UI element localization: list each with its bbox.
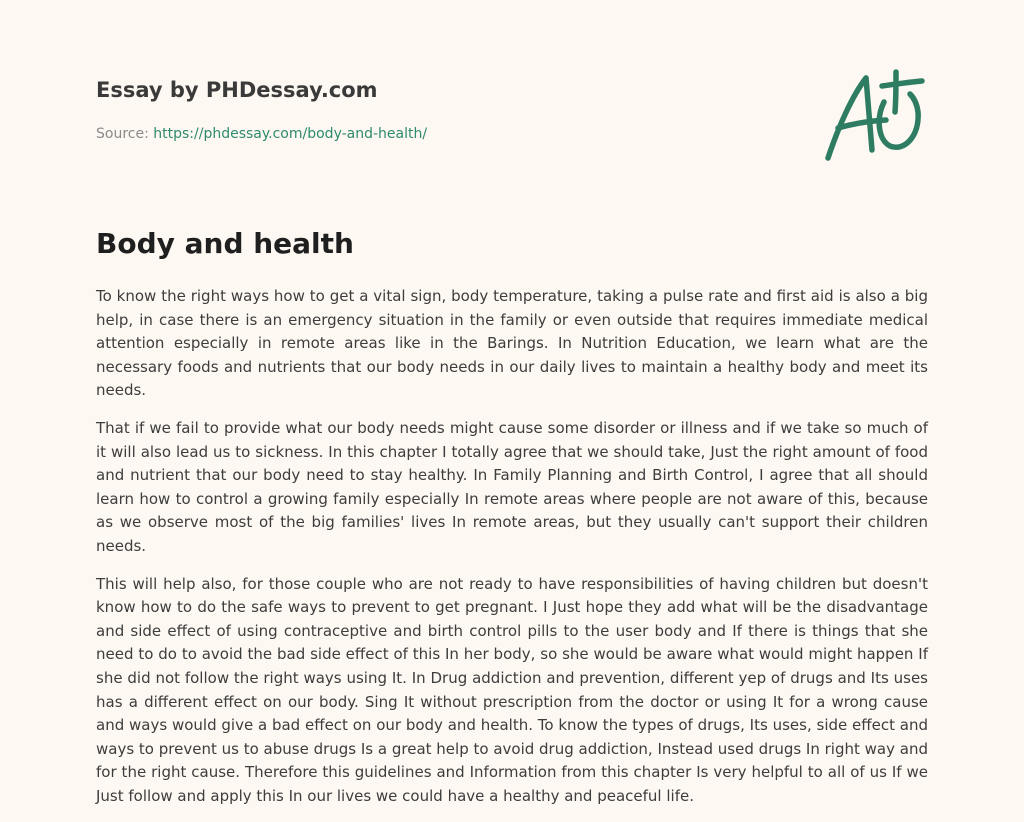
source-line — [96, 124, 796, 144]
paragraph: To know the right ways how to get a vital sign, body temperature, taking a pulse rate and first aid is also a big help, in case there is an emergency situation in the family or even outside that requires immediate medical attention especially in remote areas like in the Barings. In Nutrition Education, we learn what are the necessary foods and nutrients that our body needs in our daily lives to maintain a healthy body and meet its needs. — [96, 287, 928, 400]
brand-title: Essay by PHDessay.com — [96, 78, 378, 102]
paragraph: That if we fail to provide what our body needs might cause some disorder or illness and if we take so much of it will also lead us to sickness. In this chapter I totally agree that we should take, Just the right amount of food and nutrient that our body need to stay healthy. In Family Planning and Birth Control, I agree that all should learn how to control a growing family especially In remote areas where people are not aware of this, because as we observe most of the big families' lives In remote areas, but they usually can't support their children needs. — [96, 418, 928, 555]
source-label: Source: — [96, 126, 149, 142]
a-plus-grade-icon — [822, 66, 928, 166]
page-title: Body and health — [96, 227, 354, 260]
essay-body — [96, 285, 928, 822]
essay-header — [96, 76, 796, 144]
source-link[interactable]: https://phdessay.com/body-and-health/ — [153, 126, 428, 142]
paragraph: This will help also, for those couple who are not ready to have responsibilities of having children but doesn't know how to do the safe ways to prevent to get pregnant. I Just hope they add what will be the disadvantage and side effect of using contraceptive and birth control pills to the user body and If there is things that she need to do to avoid the bad side effect of this In her body, so she would be aware what would might happen If she did not follow the right ways using It. In Drug addiction and prevention, different yep of drugs and Its uses has a different effect on our body. Sing It without prescription from the doctor or using It for a wrong cause and ways would give a bad effect on our body and health. To know the types of drugs, Its uses, side effect and ways to prevent us to abuse drugs Is a great help to avoid drug addiction, Instead used drugs In right way and for the right cause. Therefore this guidelines and Information from this chapter Is very helpful to all of us If we Just follow and apply this In our lives we could have a healthy and peaceful life. — [96, 574, 928, 805]
